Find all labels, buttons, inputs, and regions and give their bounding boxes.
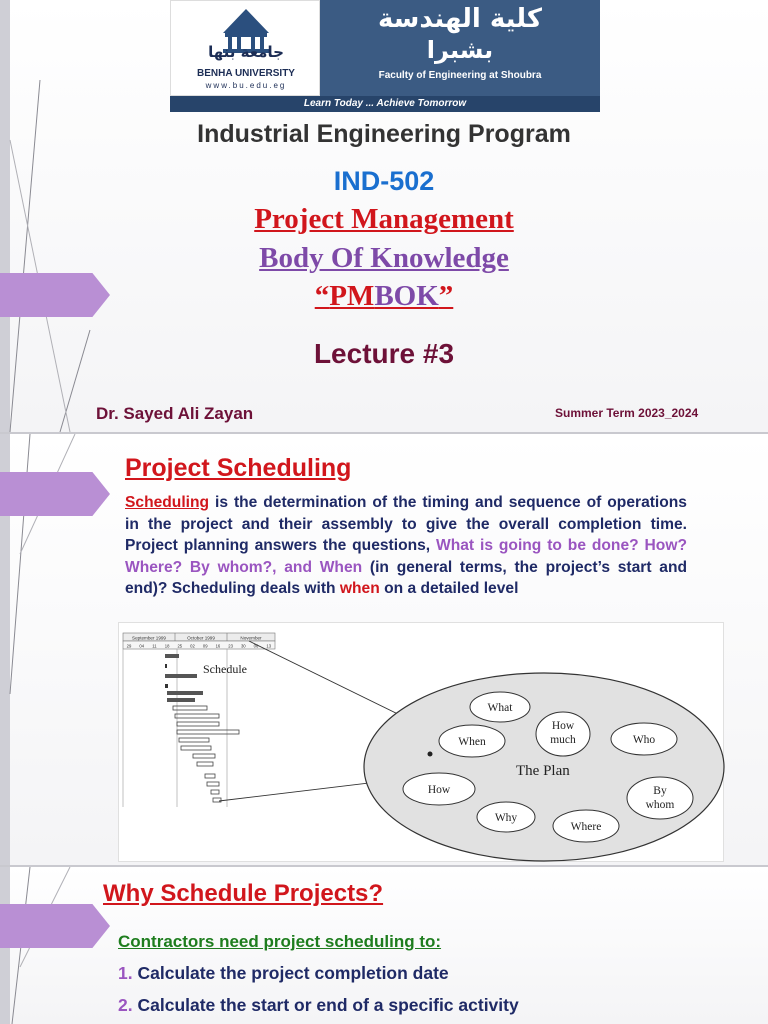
list-item bbox=[118, 995, 519, 1016]
day-label: 18 bbox=[164, 643, 170, 649]
university-english-name: BENHA UNIVERSITY bbox=[197, 68, 295, 79]
bubble-who: Who bbox=[632, 734, 656, 746]
day-label: 06 bbox=[253, 643, 259, 649]
arrow-marker bbox=[0, 472, 110, 516]
faculty-block bbox=[320, 0, 600, 96]
pmbok-acronym bbox=[0, 280, 768, 313]
scheduling-term: Scheduling bbox=[125, 494, 210, 511]
bubble-when: When bbox=[458, 736, 486, 748]
day-label: 25 bbox=[177, 643, 183, 649]
university-tagline: Learn Today ... Achieve Tomorrow bbox=[303, 98, 467, 109]
list-number: 2. bbox=[118, 995, 133, 1015]
course-title-text: Project Management bbox=[254, 203, 514, 235]
course-code: IND-502 bbox=[333, 166, 435, 196]
arrow-marker bbox=[0, 904, 110, 948]
list-item bbox=[118, 963, 449, 984]
when-term: when bbox=[339, 580, 380, 597]
list-number: 1. bbox=[118, 963, 133, 983]
why-schedule-slide bbox=[0, 867, 768, 1024]
definition-text-2: (in general terms, the project’s start and end)? Scheduling deals with bbox=[125, 558, 687, 597]
bubble-what: What bbox=[487, 702, 513, 714]
instructor-name: Dr. Sayed Ali Zayan bbox=[96, 404, 254, 423]
day-label: 13 bbox=[266, 643, 272, 649]
month-label: September 1999 bbox=[132, 635, 166, 641]
definition-text-1: is the determination of the timing and sequence of operations in the project and their assembly to give the overall completion time. Project planning answers the questions, bbox=[125, 494, 687, 554]
day-label: 29 bbox=[126, 643, 132, 649]
schedule-label: Schedule bbox=[203, 662, 247, 676]
list-text: Calculate the start or end of a specific activity bbox=[137, 995, 519, 1015]
pmbok-open-quote: “ bbox=[314, 280, 330, 312]
list-text: Calculate the project completion date bbox=[137, 963, 449, 983]
day-label: 04 bbox=[139, 643, 145, 649]
month-label: October 1999 bbox=[187, 635, 215, 641]
day-label: 02 bbox=[190, 643, 195, 649]
university-website: www.bu.edu.eg bbox=[205, 81, 287, 90]
pmbok-pm: PM bbox=[329, 280, 375, 312]
university-logo-block bbox=[170, 0, 320, 96]
term-label: Summer Term 2023_2024 bbox=[555, 406, 699, 420]
university-arabic-name: جامعة بنها bbox=[208, 43, 284, 61]
day-label: 23 bbox=[228, 643, 233, 649]
schedule-plan-figure bbox=[118, 622, 724, 862]
course-title-line2 bbox=[0, 242, 768, 275]
definition-text-3: on a detailed level bbox=[379, 580, 519, 597]
plan-label: The Plan bbox=[516, 763, 570, 779]
pmbok-bok: BOK bbox=[374, 280, 439, 312]
university-banner bbox=[170, 0, 600, 112]
bubble-whom: whom bbox=[645, 799, 675, 811]
slide-heading: Why Schedule Projects? bbox=[103, 880, 384, 907]
day-label: 16 bbox=[215, 643, 221, 649]
bubble-how: How bbox=[551, 720, 575, 732]
faculty-arabic-city: بشبرا bbox=[426, 36, 494, 64]
bubble-why: Why bbox=[494, 812, 518, 824]
faculty-english-name: Faculty of Engineering at Shoubra bbox=[378, 70, 542, 81]
day-label: 30 bbox=[240, 643, 246, 649]
slide-heading: Project Scheduling bbox=[125, 454, 352, 482]
month-label: November bbox=[240, 635, 262, 641]
bubble-by: By bbox=[653, 785, 667, 797]
day-label: 09 bbox=[202, 643, 208, 649]
faculty-arabic-name: كلية الهندسة bbox=[378, 4, 542, 34]
schedule-plan-diagram bbox=[119, 623, 725, 863]
pmbok-close-quote: ” bbox=[438, 280, 454, 312]
day-label: 11 bbox=[152, 643, 157, 649]
lecture-number: Lecture #3 bbox=[313, 338, 455, 369]
planning-questions: What is going to be done? How? Where? By whom?, and When bbox=[125, 537, 687, 576]
bubble-much: much bbox=[550, 734, 576, 746]
program-name: Industrial Engineering Program bbox=[197, 120, 571, 148]
tagline-strip bbox=[170, 96, 600, 112]
title-slide bbox=[0, 0, 768, 432]
scheduling-definition bbox=[125, 492, 687, 600]
bubble-how-single: How bbox=[427, 784, 451, 796]
gantt-bars bbox=[165, 654, 239, 802]
course-subtitle-text: Body Of Knowledge bbox=[259, 242, 509, 274]
course-title-line1 bbox=[0, 203, 768, 236]
bubble-where: Where bbox=[570, 821, 602, 833]
slide-subheading: Contractors need project scheduling to: bbox=[118, 932, 442, 951]
